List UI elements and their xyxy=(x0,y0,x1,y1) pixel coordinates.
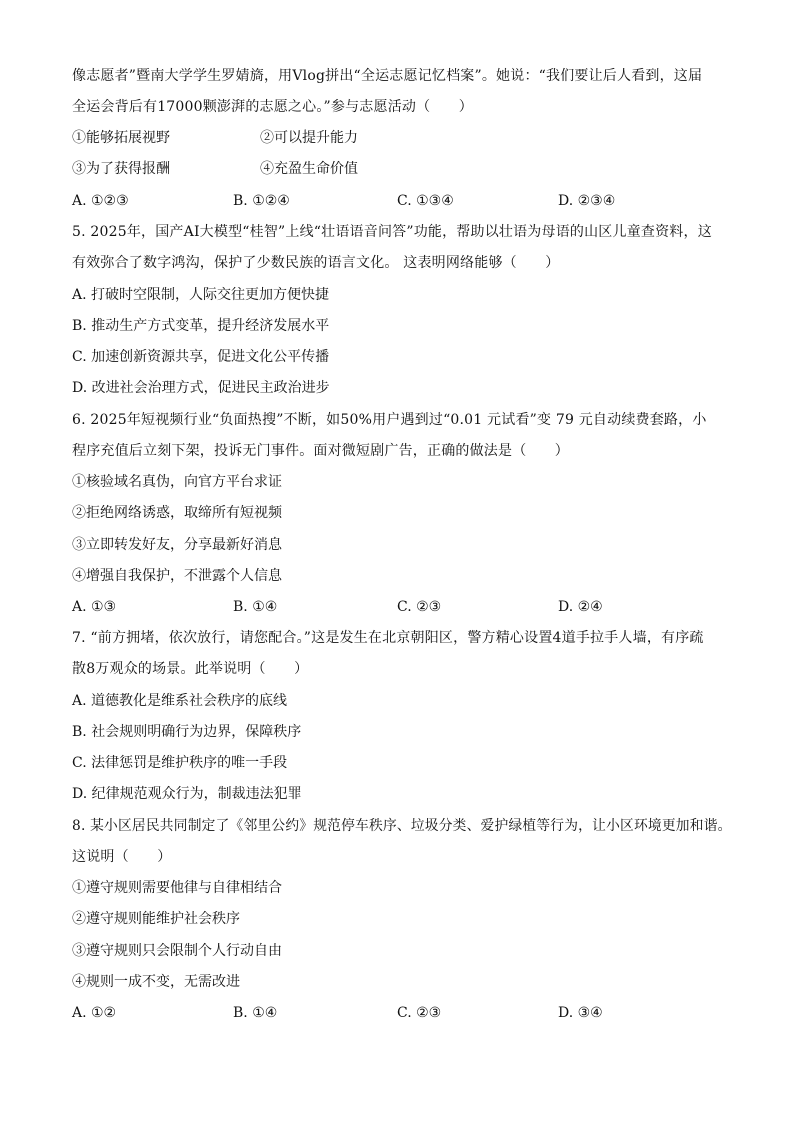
q8-option-d: D. ③④ xyxy=(558,1005,603,1021)
q8-item-4: ④规则一成不变，无需改进 xyxy=(72,974,240,990)
q7-stem-line-2: 散8万观众的场景。此举说明（ ） xyxy=(72,661,309,677)
q4-item-2: ②可以提升能力 xyxy=(260,130,358,146)
q5-option-d: D. 改进社会治理方式，促进民主政治进步 xyxy=(72,380,330,396)
q7-stem-line-1: 7. “前方拥堵，依次放行，请您配合。”这是发生在北京朝阳区，警方精心设置4道手拉手人墙，有序疏 xyxy=(72,630,704,646)
q8-option-a: A. ①② xyxy=(72,1005,117,1021)
q4-stem-line-1: 像志愿者”暨南大学学生罗婧旖，用Vlog拼出“全运志愿记忆档案”。她说：“我们要让后人看到，这届 xyxy=(72,68,703,84)
q6-item-1: ①核验域名真伪，向官方平台求证 xyxy=(72,474,282,490)
q4-option-a: A. ①②③ xyxy=(72,193,129,209)
q6-option-d: D. ②④ xyxy=(558,599,603,615)
q8-option-b: B. ①④ xyxy=(233,1005,278,1021)
q6-item-2: ②拒绝网络诱惑，取缔所有短视频 xyxy=(72,505,282,521)
q4-item-4: ④充盈生命价值 xyxy=(260,161,358,177)
q4-option-b: B. ①②④ xyxy=(233,193,290,209)
q8-stem-line-2: 这说明（ ） xyxy=(72,849,172,865)
q6-option-b: B. ①④ xyxy=(233,599,278,615)
q7-option-d: D. 纪律规范观众行为，制裁违法犯罪 xyxy=(72,786,302,802)
q8-item-1: ①遵守规则需要他律与自律相结合 xyxy=(72,880,282,896)
q4-option-d: D. ②③④ xyxy=(558,193,616,209)
q5-stem-line-1: 5. 2025年，国产AI大模型“桂智”上线“壮语语音问答”功能，帮助以壮语为母语的山区儿童查资料，这 xyxy=(72,224,712,240)
q8-item-3: ③遵守规则只会限制个人行动自由 xyxy=(72,943,282,959)
q5-stem-line-2: 有效弥合了数字鸿沟，保护了少数民族的语言文化。 这表明网络能够（ ） xyxy=(72,255,560,271)
q6-stem-line-1: 6. 2025年短视频行业“负面热搜”不断，如50%用户遇到过“0.01 元试看”变 79 元自动续费套路，小 xyxy=(72,412,707,428)
q5-option-b: B. 推动生产方式变革，提升经济发展水平 xyxy=(72,318,330,334)
q8-item-2: ②遵守规则能维护社会秩序 xyxy=(72,911,240,927)
q6-option-a: A. ①③ xyxy=(72,599,117,615)
q5-option-a: A. 打破时空限制，人际交往更加方便快捷 xyxy=(72,287,330,303)
q8-option-c: C. ②③ xyxy=(397,1005,442,1021)
q6-option-c: C. ②③ xyxy=(397,599,442,615)
q4-item-3: ③为了获得报酬 xyxy=(72,161,170,177)
q4-option-c: C. ①③④ xyxy=(397,193,454,209)
q8-stem-line-1: 8. 某小区居民共同制定了《邻里公约》规范停车秩序、垃圾分类、爱护绿植等行为，让小区环境更加和谐。 xyxy=(72,818,732,834)
q7-option-b: B. 社会规则明确行为边界，保障秩序 xyxy=(72,724,302,740)
q6-item-3: ③立即转发好友，分享最新好消息 xyxy=(72,537,282,553)
q7-option-a: A. 道德教化是维系社会秩序的底线 xyxy=(72,693,288,709)
q6-stem-line-2: 程序充值后立刻下架，投诉无门事件。面对微短剧广告，正确的做法是（ ） xyxy=(72,443,569,459)
q7-option-c: C. 法律惩罚是维护秩序的唯一手段 xyxy=(72,755,288,771)
q6-item-4: ④增强自我保护，不泄露个人信息 xyxy=(72,568,282,584)
q5-option-c: C. 加速创新资源共享，促进文化公平传播 xyxy=(72,349,330,365)
q4-stem-line-2: 全运会背后有17000颗澎湃的志愿之心。”参与志愿活动（ ） xyxy=(72,99,473,115)
q4-item-1: ①能够拓展视野 xyxy=(72,130,170,146)
